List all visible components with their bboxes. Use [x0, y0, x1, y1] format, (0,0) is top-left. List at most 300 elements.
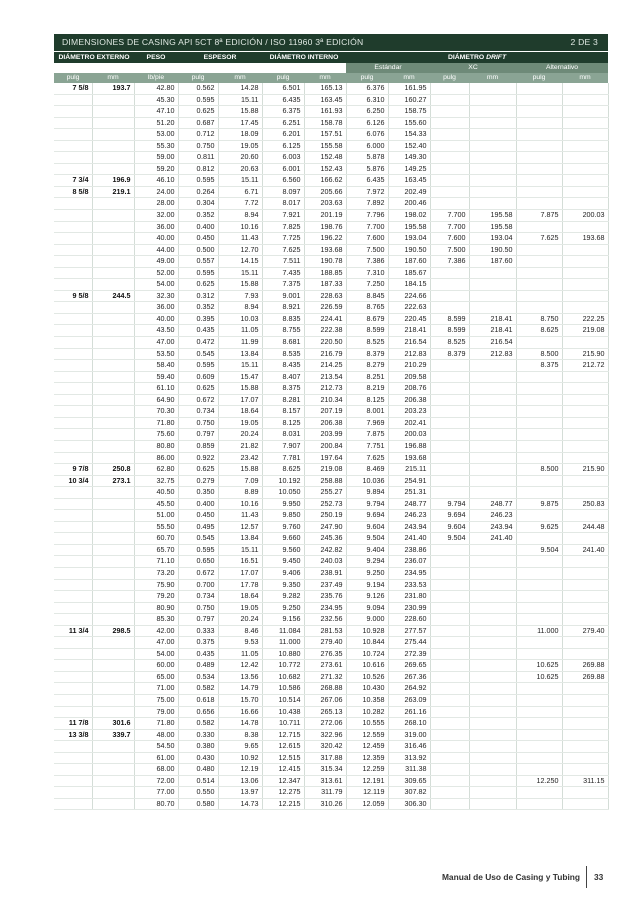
- od-cell: [54, 510, 92, 522]
- data-cell: 9.760: [262, 521, 304, 533]
- data-cell: [562, 221, 608, 233]
- data-cell: 62.80: [134, 464, 178, 476]
- od-cell: [92, 452, 134, 464]
- data-cell: 13.84: [218, 533, 262, 545]
- data-cell: 0.625: [178, 106, 218, 118]
- od-cell: [54, 591, 92, 603]
- data-cell: 218.41: [469, 313, 516, 325]
- od-cell: [54, 233, 92, 245]
- data-cell: [430, 475, 469, 487]
- data-cell: 251.31: [388, 487, 430, 499]
- data-cell: [516, 244, 562, 256]
- data-cell: 9.126: [346, 591, 388, 603]
- data-cell: [469, 579, 516, 591]
- data-cell: [562, 129, 608, 141]
- table-row: [54, 256, 608, 268]
- data-cell: [562, 798, 608, 810]
- data-cell: 5.876: [346, 163, 388, 175]
- header-drift: [346, 52, 608, 63]
- data-cell: 9.156: [262, 614, 304, 626]
- od-cell: 244.5: [92, 290, 134, 302]
- data-cell: 60.70: [134, 533, 178, 545]
- data-cell: 209.58: [388, 371, 430, 383]
- data-cell: 248.77: [388, 498, 430, 510]
- data-cell: 45.50: [134, 498, 178, 510]
- od-cell: [54, 764, 92, 776]
- data-cell: [516, 694, 562, 706]
- table-row: [54, 302, 608, 314]
- od-cell: [92, 337, 134, 349]
- data-cell: 212.83: [388, 348, 430, 360]
- data-cell: 8.500: [516, 348, 562, 360]
- data-cell: 15.11: [218, 175, 262, 187]
- data-cell: 193.04: [388, 233, 430, 245]
- od-cell: [54, 348, 92, 360]
- data-cell: 215.90: [562, 348, 608, 360]
- data-cell: 10.682: [262, 671, 304, 683]
- data-cell: 0.712: [178, 129, 218, 141]
- data-cell: 15.11: [218, 94, 262, 106]
- data-cell: 8.681: [262, 337, 304, 349]
- data-cell: [430, 556, 469, 568]
- data-cell: 307.82: [388, 787, 430, 799]
- data-cell: [430, 429, 469, 441]
- data-cell: 75.00: [134, 694, 178, 706]
- data-cell: 319.00: [388, 729, 430, 741]
- data-cell: 316.46: [388, 741, 430, 753]
- header-od: DIÁMETRO EXTERNO: [54, 52, 134, 63]
- data-cell: 10.586: [262, 683, 304, 695]
- data-cell: 12.515: [262, 752, 304, 764]
- data-cell: 54.50: [134, 741, 178, 753]
- data-cell: 10.880: [262, 648, 304, 660]
- data-cell: 279.40: [304, 637, 346, 649]
- od-cell: [54, 302, 92, 314]
- data-cell: 0.595: [178, 360, 218, 372]
- data-cell: [469, 279, 516, 291]
- data-cell: 14.28: [218, 83, 262, 94]
- data-cell: [469, 487, 516, 499]
- od-cell: [92, 544, 134, 556]
- data-cell: 311.79: [304, 787, 346, 799]
- data-cell: 9.694: [346, 510, 388, 522]
- data-cell: 14.78: [218, 718, 262, 730]
- data-cell: 238.86: [388, 544, 430, 556]
- data-cell: 10.03: [218, 313, 262, 325]
- data-cell: [562, 106, 608, 118]
- data-cell: 6.310: [346, 94, 388, 106]
- data-cell: 252.73: [304, 498, 346, 510]
- data-cell: [516, 256, 562, 268]
- data-cell: [562, 175, 608, 187]
- data-cell: [469, 371, 516, 383]
- data-cell: 0.595: [178, 267, 218, 279]
- data-cell: 20.24: [218, 614, 262, 626]
- data-cell: [469, 591, 516, 603]
- data-cell: [516, 764, 562, 776]
- data-cell: 271.32: [304, 671, 346, 683]
- data-cell: 255.27: [304, 487, 346, 499]
- data-cell: 10.711: [262, 718, 304, 730]
- data-cell: 0.450: [178, 233, 218, 245]
- data-cell: 9.53: [218, 637, 262, 649]
- data-cell: 6.375: [262, 106, 304, 118]
- od-cell: [92, 510, 134, 522]
- od-cell: 7 3/4: [54, 175, 92, 187]
- data-cell: 0.656: [178, 706, 218, 718]
- data-cell: 52.00: [134, 267, 178, 279]
- data-cell: [562, 602, 608, 614]
- data-cell: 8.251: [346, 371, 388, 383]
- od-cell: [92, 752, 134, 764]
- data-cell: 155.58: [304, 140, 346, 152]
- od-cell: [54, 279, 92, 291]
- data-cell: 8.625: [262, 464, 304, 476]
- od-cell: [92, 533, 134, 545]
- data-cell: [430, 440, 469, 452]
- data-cell: 0.672: [178, 394, 218, 406]
- od-cell: [54, 660, 92, 672]
- table-row: [54, 429, 608, 441]
- data-cell: 222.38: [304, 325, 346, 337]
- table-row: [54, 683, 608, 695]
- data-cell: [562, 648, 608, 660]
- header-row-units: [54, 73, 608, 83]
- data-cell: 265.13: [304, 706, 346, 718]
- data-cell: [562, 487, 608, 499]
- od-cell: [54, 94, 92, 106]
- data-cell: 9.694: [430, 510, 469, 522]
- od-cell: [92, 614, 134, 626]
- data-cell: 0.375: [178, 637, 218, 649]
- od-cell: [92, 660, 134, 672]
- data-cell: 0.312: [178, 290, 218, 302]
- data-cell: 6.501: [262, 83, 304, 94]
- data-cell: 219.08: [304, 464, 346, 476]
- data-cell: 311.15: [562, 775, 608, 787]
- data-cell: 269.88: [562, 660, 608, 672]
- banner-title: DIMENSIONES DE CASING API 5CT 8ª EDICIÓN / ISO 11960 3ª EDICIÓN: [62, 37, 364, 47]
- data-cell: 9.625: [516, 521, 562, 533]
- od-cell: [92, 371, 134, 383]
- data-cell: [562, 475, 608, 487]
- od-cell: [92, 798, 134, 810]
- data-cell: [469, 186, 516, 198]
- data-cell: [430, 406, 469, 418]
- od-cell: [54, 671, 92, 683]
- data-cell: 7.892: [346, 198, 388, 210]
- data-cell: [469, 544, 516, 556]
- data-cell: 6.000: [346, 140, 388, 152]
- od-cell: [54, 579, 92, 591]
- data-cell: 0.595: [178, 94, 218, 106]
- data-cell: 7.625: [516, 233, 562, 245]
- data-cell: [430, 614, 469, 626]
- data-cell: 14.79: [218, 683, 262, 695]
- data-cell: 6.435: [346, 175, 388, 187]
- data-cell: 10.555: [346, 718, 388, 730]
- data-cell: [516, 152, 562, 164]
- data-cell: 7.700: [346, 221, 388, 233]
- data-cell: 0.514: [178, 775, 218, 787]
- data-cell: [469, 729, 516, 741]
- od-cell: [92, 487, 134, 499]
- data-cell: 9.894: [346, 487, 388, 499]
- data-cell: 0.545: [178, 533, 218, 545]
- data-cell: [469, 567, 516, 579]
- data-cell: [516, 163, 562, 175]
- table-row: [54, 152, 608, 164]
- data-cell: 9.794: [346, 498, 388, 510]
- data-cell: [469, 787, 516, 799]
- data-cell: [469, 671, 516, 683]
- data-cell: 42.80: [134, 83, 178, 94]
- data-cell: 12.359: [346, 752, 388, 764]
- data-cell: 264.92: [388, 683, 430, 695]
- data-cell: 0.545: [178, 348, 218, 360]
- table-row: [54, 544, 608, 556]
- od-cell: [54, 752, 92, 764]
- data-cell: 0.625: [178, 383, 218, 395]
- table-row: [54, 163, 608, 175]
- od-cell: [54, 429, 92, 441]
- data-cell: 202.41: [388, 417, 430, 429]
- data-cell: [469, 117, 516, 129]
- data-cell: 0.595: [178, 544, 218, 556]
- data-cell: 80.70: [134, 798, 178, 810]
- data-cell: 9.794: [430, 498, 469, 510]
- od-cell: [92, 267, 134, 279]
- od-cell: [54, 567, 92, 579]
- data-cell: 215.11: [388, 464, 430, 476]
- data-cell: 197.64: [304, 452, 346, 464]
- data-cell: 47.10: [134, 106, 178, 118]
- data-cell: 10.526: [346, 671, 388, 683]
- od-cell: [92, 302, 134, 314]
- data-cell: 10.928: [346, 625, 388, 637]
- data-cell: [430, 163, 469, 175]
- table-row: [54, 510, 608, 522]
- data-cell: 8.38: [218, 729, 262, 741]
- data-cell: 9.294: [346, 556, 388, 568]
- data-cell: 8.765: [346, 302, 388, 314]
- data-cell: 15.47: [218, 371, 262, 383]
- data-cell: 8.097: [262, 186, 304, 198]
- data-cell: 19.05: [218, 602, 262, 614]
- od-cell: [92, 163, 134, 175]
- od-cell: [54, 775, 92, 787]
- table-row: [54, 637, 608, 649]
- data-cell: 154.33: [388, 129, 430, 141]
- data-cell: 237.49: [304, 579, 346, 591]
- data-cell: 85.30: [134, 614, 178, 626]
- data-cell: [430, 129, 469, 141]
- od-cell: [92, 106, 134, 118]
- data-cell: 54.00: [134, 279, 178, 291]
- data-cell: [562, 741, 608, 753]
- data-cell: [469, 718, 516, 730]
- data-cell: [469, 464, 516, 476]
- data-cell: 9.850: [262, 510, 304, 522]
- data-cell: 8.125: [346, 394, 388, 406]
- data-cell: [516, 741, 562, 753]
- data-cell: 10.92: [218, 752, 262, 764]
- header-standard: Estándar: [346, 63, 430, 73]
- od-cell: [92, 521, 134, 533]
- od-cell: [92, 787, 134, 799]
- data-cell: 0.500: [178, 244, 218, 256]
- data-cell: 7.921: [262, 210, 304, 222]
- table-row: [54, 406, 608, 418]
- data-cell: 13.06: [218, 775, 262, 787]
- od-cell: [92, 683, 134, 695]
- data-cell: 245.36: [304, 533, 346, 545]
- data-cell: [516, 787, 562, 799]
- data-cell: [516, 567, 562, 579]
- data-cell: 224.66: [388, 290, 430, 302]
- data-cell: [430, 175, 469, 187]
- data-cell: 196.22: [304, 233, 346, 245]
- data-cell: 59.40: [134, 371, 178, 383]
- data-cell: 15.11: [218, 267, 262, 279]
- data-cell: 0.400: [178, 221, 218, 233]
- data-cell: [562, 440, 608, 452]
- od-cell: 250.8: [92, 464, 134, 476]
- data-cell: 313.92: [388, 752, 430, 764]
- data-cell: 243.94: [388, 521, 430, 533]
- data-cell: [430, 660, 469, 672]
- data-cell: 187.33: [304, 279, 346, 291]
- table-row: [54, 394, 608, 406]
- data-cell: 8.599: [430, 313, 469, 325]
- table-row: [54, 787, 608, 799]
- data-cell: [430, 718, 469, 730]
- data-cell: 205.66: [304, 186, 346, 198]
- data-cell: [430, 198, 469, 210]
- data-cell: 267.06: [304, 694, 346, 706]
- data-cell: 12.119: [346, 787, 388, 799]
- data-cell: 6.001: [262, 163, 304, 175]
- data-cell: 9.450: [262, 556, 304, 568]
- data-cell: [430, 671, 469, 683]
- data-cell: 0.534: [178, 671, 218, 683]
- data-cell: 8.375: [516, 360, 562, 372]
- data-cell: 6.003: [262, 152, 304, 164]
- data-cell: 9.350: [262, 579, 304, 591]
- od-cell: [54, 498, 92, 510]
- data-cell: 18.09: [218, 129, 262, 141]
- data-cell: [469, 798, 516, 810]
- data-cell: [562, 383, 608, 395]
- data-cell: [516, 129, 562, 141]
- data-cell: [562, 452, 608, 464]
- table-row: [54, 244, 608, 256]
- data-cell: [562, 683, 608, 695]
- data-cell: [469, 175, 516, 187]
- data-cell: [516, 487, 562, 499]
- data-cell: 7.386: [346, 256, 388, 268]
- table-row: [54, 660, 608, 672]
- data-cell: 14.73: [218, 798, 262, 810]
- data-cell: 64.90: [134, 394, 178, 406]
- data-cell: 79.20: [134, 591, 178, 603]
- od-cell: [54, 440, 92, 452]
- data-cell: 273.61: [304, 660, 346, 672]
- data-cell: 49.00: [134, 256, 178, 268]
- data-cell: 12.259: [346, 764, 388, 776]
- data-cell: 80.90: [134, 602, 178, 614]
- od-cell: [92, 140, 134, 152]
- data-cell: 55.50: [134, 521, 178, 533]
- data-cell: 234.95: [388, 567, 430, 579]
- data-cell: 10.438: [262, 706, 304, 718]
- data-cell: [516, 440, 562, 452]
- data-cell: 0.609: [178, 371, 218, 383]
- data-cell: 244.48: [562, 521, 608, 533]
- data-cell: [430, 579, 469, 591]
- data-cell: 72.00: [134, 775, 178, 787]
- od-cell: [92, 602, 134, 614]
- header-row-main: [54, 52, 608, 63]
- data-cell: [562, 83, 608, 94]
- data-cell: [430, 417, 469, 429]
- data-cell: 0.350: [178, 487, 218, 499]
- header-spacer: [54, 63, 346, 73]
- data-cell: 268.88: [304, 683, 346, 695]
- data-cell: [562, 152, 608, 164]
- data-cell: 10.772: [262, 660, 304, 672]
- data-cell: 6.076: [346, 129, 388, 141]
- od-cell: 13 3/8: [54, 729, 92, 741]
- data-cell: [562, 510, 608, 522]
- data-cell: 279.40: [562, 625, 608, 637]
- header-alternative: Alternativo: [516, 63, 608, 73]
- data-cell: [430, 464, 469, 476]
- data-cell: [516, 337, 562, 349]
- data-cell: 0.625: [178, 279, 218, 291]
- data-cell: [562, 198, 608, 210]
- data-cell: 258.88: [304, 475, 346, 487]
- data-cell: [430, 787, 469, 799]
- data-cell: 12.615: [262, 741, 304, 753]
- od-cell: [54, 360, 92, 372]
- data-cell: 163.45: [388, 175, 430, 187]
- data-cell: 15.88: [218, 106, 262, 118]
- data-cell: 158.75: [388, 106, 430, 118]
- data-cell: [469, 741, 516, 753]
- data-cell: [516, 637, 562, 649]
- data-cell: 17.78: [218, 579, 262, 591]
- data-cell: 195.58: [469, 221, 516, 233]
- data-cell: 0.797: [178, 614, 218, 626]
- data-cell: 269.65: [388, 660, 430, 672]
- data-cell: 235.76: [304, 591, 346, 603]
- header-id: DIÁMETRO INTERNO: [262, 52, 346, 63]
- data-cell: [469, 267, 516, 279]
- data-cell: 53.50: [134, 348, 178, 360]
- data-cell: 201.19: [304, 210, 346, 222]
- data-cell: [562, 429, 608, 441]
- data-cell: 36.00: [134, 221, 178, 233]
- data-cell: [516, 371, 562, 383]
- data-cell: 6.126: [346, 117, 388, 129]
- data-cell: [430, 706, 469, 718]
- data-cell: 51.00: [134, 510, 178, 522]
- table-row: [54, 729, 608, 741]
- od-cell: 301.6: [92, 718, 134, 730]
- od-cell: [54, 683, 92, 695]
- od-cell: [54, 406, 92, 418]
